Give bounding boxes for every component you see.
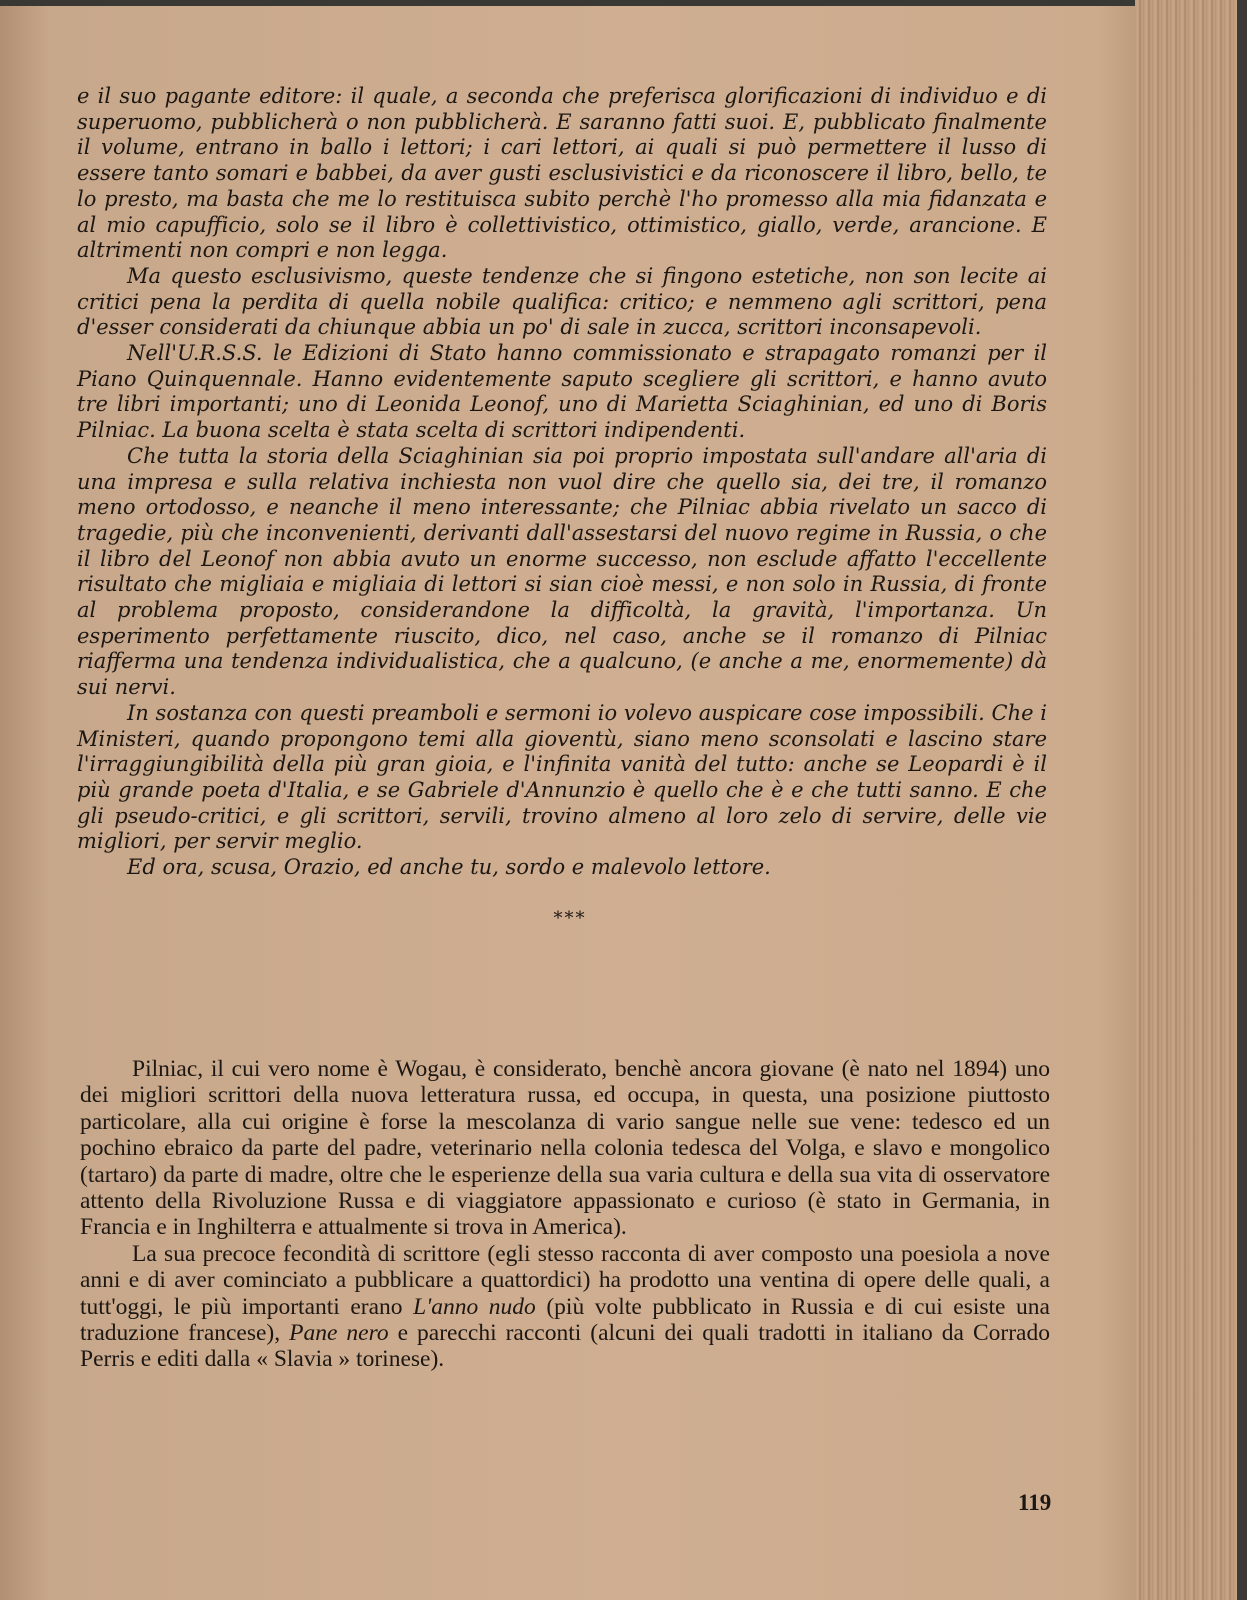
italic-text-block bbox=[77, 84, 1047, 881]
text-run: La sua precoce fecondità di scrittore (egli stesso racconta di aver composto una poesiola a nove anni e di aver cominciato a pubblicare a quattordici) ha prodotto una ventina di opere delle quali, a tutt'oggi, le più importanti erano bbox=[80, 1240, 1050, 1320]
book-title: Pane nero bbox=[289, 1320, 389, 1347]
roman-text-block bbox=[80, 1056, 1050, 1373]
book-page-edges bbox=[1135, 0, 1247, 1600]
page-number: 119 bbox=[1018, 1490, 1052, 1515]
text-run: e parecchi racconti (alcuni dei quali tradotti in italiano da Corrado Perris e editi dalla « Slavia » torinese). bbox=[80, 1320, 1050, 1373]
paragraph: In sostanza con questi preamboli e sermoni io volevo auspicare cose impossibili. Che i Ministeri, quando propongono temi alla gioventù, siano meno sconsolati e lascino stare l'irraggiungibilità della più gran gioia, e l'infinita vanità del tutto: anche se Leopardi è il più grande poeta d'Italia, e se Gabriele d'Annunzio è quello che è e che tutti sanno. E che gli pseudo-critici, e gli scrittori, servili, trovino almeno al loro zelo di servire, delle vie migliori, per servir meglio. bbox=[77, 700, 1047, 854]
paragraph: Ed ora, scusa, Orazio, ed anche tu, sordo e malevolo lettore. bbox=[127, 855, 771, 880]
paragraph: Nell'U.R.S.S. le Edizioni di Stato hanno commissionato e strapagato romanzi per il Piano Quinquennale. Hanno evidentemente saputo scegliere gli scrittori, e hanno avuto tre libri importanti; uno di Leonida Leonof, uno di Marietta Sciaghinian, ed uno di Boris Pilniac. La buona scelta è stata scelta di scrittori indipendenti. bbox=[77, 341, 1047, 443]
text-run: (più volte pubblicato in Russia e di cui esiste una traduzione francese), bbox=[80, 1293, 1050, 1347]
paragraph: e il suo pagante editore: il quale, a seconda che preferisca glorificazioni di individuo e di superuomo, pubblicherà o non pubblicherà. E saranno fatti suoi. E, pubblicato finalmente il volume, entrano in ballo i lettori; i cari lettori, ai quali si può permettere il lusso di essere tanto somari e babbei, da aver gusti esclusivistici e da riconoscere il libro, bello, te lo presto, ma basta che me lo restituisca subito perchè l'ho promesso alla mia fidanzata e al mio capufficio, solo se il libro è collettivistico, ottimistico, giallo, verde, arancione. E altrimenti non compri e non legga. bbox=[77, 84, 1047, 263]
book-title: L'anno nudo bbox=[413, 1293, 536, 1320]
paragraph bbox=[80, 1241, 1050, 1373]
paragraph: Che tutta la storia della Sciaghinian sia poi proprio impostata sull'andare all'aria di una impresa e sulla relativa inchiesta non vuol dire che quello sia, dei tre, il romanzo meno ortodosso, e neanche il meno interessante; che Pilniac abbia rivelato un sacco di tragedie, più che inconvenienti, derivanti dall'assestarsi del nuovo regime in Russia, o che il libro del Leonof non abbia avuto un enorme successo, non esclude affatto l'eccellente risultato che migliaia e migliaia di lettori si sian cioè messi, e non solo in Russia, di fronte al problema proposto, considerandone la difficoltà, la gravità, l'importanza. Un esperimento perfettamente riuscito, dico, nel caso, anche se il romanzo di Pilniac riafferma una tendenza individualistica, che a qualcuno, (e anche a me, enormemente) dà sui nervi. bbox=[77, 443, 1047, 700]
paragraph: Pilniac, il cui vero nome è Wogau, è considerato, benchè ancora giovane (è nato nel 1894) uno dei migliori scrittori della nuova letteratura russa, ed occupa, in questa, una posizione piuttosto particolare, alla cui origine è forse la mescolanza di vario sangue nelle sue vene: tedesco ed un pochino ebraico da parte del padre, veterinario nella colonia tedesca del Volga, e slavo e mongolico (tartaro) da parte di madre, oltre che le esperienze della sua varia cultura e della sua vita di osservatore attento della Rivoluzione Russa e di viaggiatore appassionato e curioso (è stato in Germania, in Francia e in Inghilterra e attualmente si trova in America). bbox=[80, 1056, 1050, 1241]
section-separator: *** bbox=[553, 908, 587, 929]
paragraph: Ma questo esclusivismo, queste tendenze che si fingono estetiche, non son lecite ai critici pena la perdita di quella nobile qualifica: critico; e nemmeno agli scrittori, pena d'esser considerati da chiunque abbia un po' di sale in zucca, scrittori inconsapevoli. bbox=[77, 263, 1047, 340]
